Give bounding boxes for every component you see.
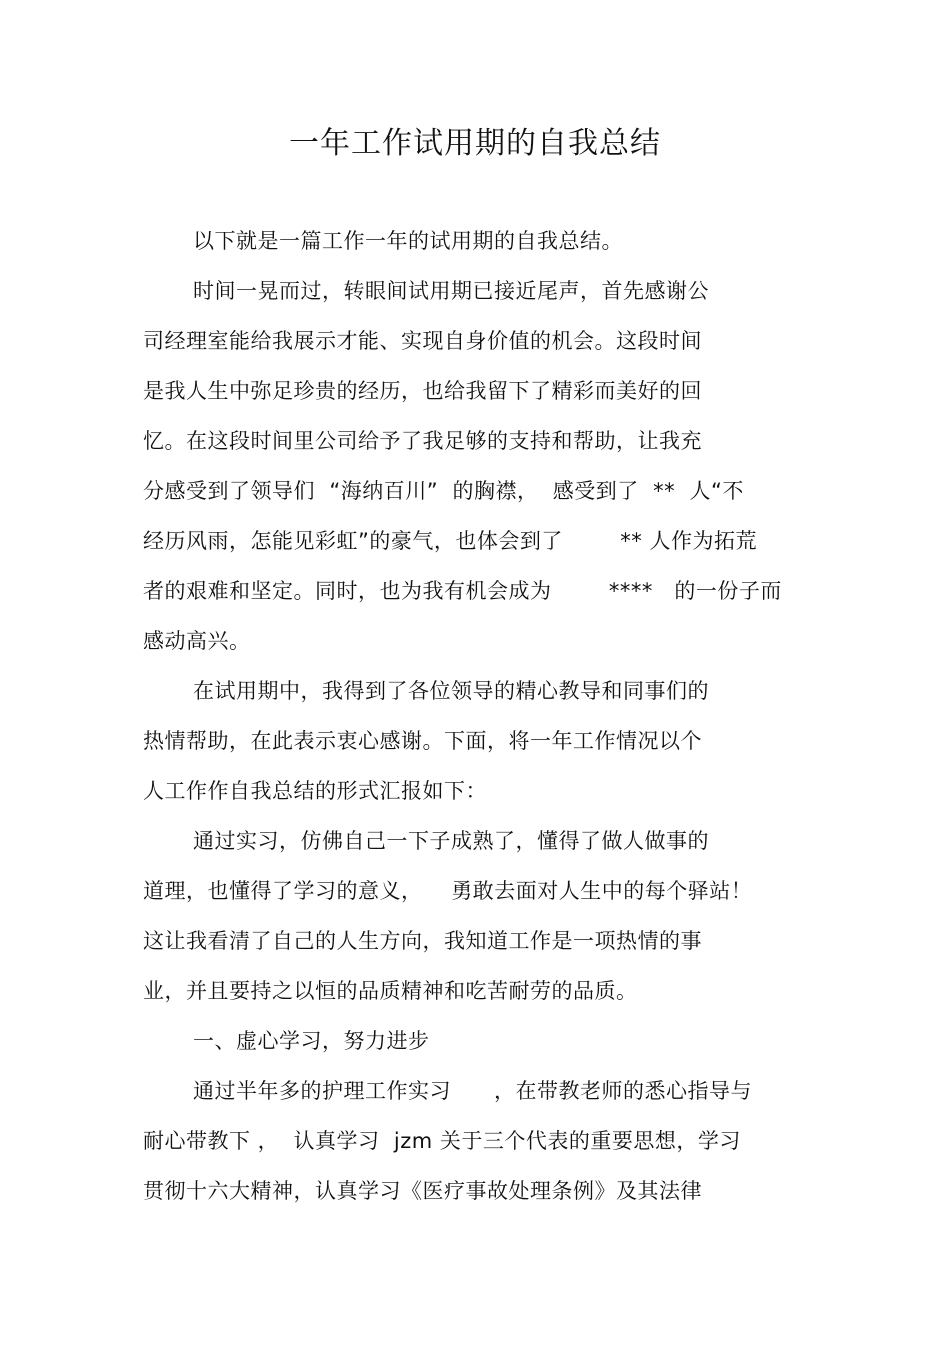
- paragraph-line: 以下就是一篇工作一年的试用期的自我总结。: [193, 229, 623, 253]
- paragraph-line: 通过实习，仿佛自己一下子成熟了，懂得了做人做事的: [193, 829, 709, 853]
- paragraph-line: 道理，也懂得了学习的意义， 勇敢去面对人生中的每个驿站！: [143, 879, 753, 903]
- paragraph-line: 司经理室能给我展示才能、实现自身价值的机会。这段时间: [143, 329, 702, 353]
- paragraph-line: 感动高兴。: [143, 629, 251, 653]
- paragraph-line: 时间一晃而过，转眼间试用期已接近尾声，首先感谢公: [193, 279, 709, 303]
- paragraph-line: 在试用期中，我得到了各位领导的精心教导和同事们的: [193, 679, 709, 703]
- document-title: 一年工作试用期的自我总结: [289, 126, 661, 161]
- section-heading: 一、虚心学习，努力进步: [193, 1029, 430, 1053]
- paragraph-line: 经历风雨，怎能见彩虹”的豪气，也体会到了 ** 人作为拓荒: [143, 529, 757, 553]
- paragraph-line: 分感受到了领导们 “海纳百川” 的胸襟， 感受到了 ** 人“不: [143, 479, 744, 503]
- paragraph-line: 业，并且要持之以恒的品质精神和吃苦耐劳的品质。: [143, 979, 638, 1003]
- paragraph-line: 是我人生中弥足珍贵的经历，也给我留下了精彩而美好的回: [143, 379, 702, 403]
- paragraph-line: 者的艰难和坚定。同时，也为我有机会成为 **** 的一份子而: [143, 579, 782, 603]
- paragraph-line: 忆。在这段时间里公司给予了我足够的支持和帮助，让我充: [143, 429, 702, 453]
- paragraph-line: 贯彻十六大精神，认真学习《医疗事故处理条例》及其法律: [143, 1179, 702, 1203]
- paragraph-line: 热情帮助，在此表示衷心感谢。下面，将一年工作情况以个: [143, 729, 702, 753]
- paragraph-line: 人工作作自我总结的形式汇报如下：: [143, 779, 487, 803]
- paragraph-line: 这让我看清了自己的人生方向，我知道工作是一项热情的事: [143, 929, 702, 953]
- paragraph-line: 耐心带教下 ， 认真学习 jzm 关于三个代表的重要思想，学习: [143, 1129, 741, 1153]
- paragraph-line: 通过半年多的护理工作实习 ，在带教老师的悉心指导与: [193, 1079, 753, 1103]
